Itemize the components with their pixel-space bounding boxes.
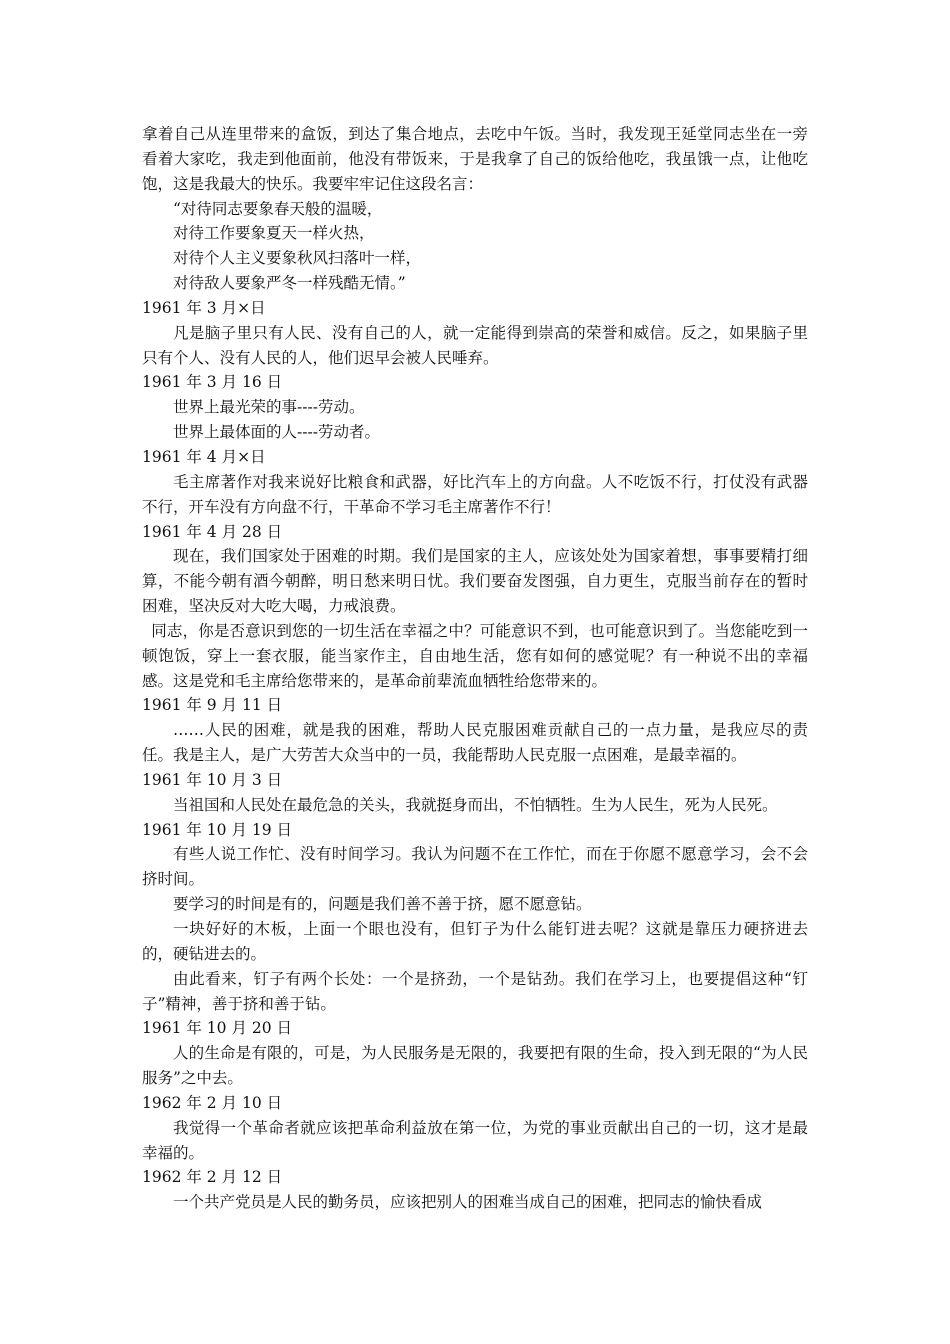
diary-date: 1962 年 2 月 12 日 — [142, 1168, 283, 1187]
diary-date: 1961 年 9 月 11 日 — [142, 696, 283, 715]
paragraph: 对待工作要象夏天一样火热， — [173, 224, 375, 243]
paragraph: 拿着自己从连里带来的盒饭，到达了集合地点，去吃中午饭。当时，我发现王延堂同志坐在一旁看着大家吃，我走到他面前，他没有带饭来，于是我拿了自己的饭给他吃，我虽饿一点，让他吃饱，这是我最大的快乐。我要牢牢记住这段名言： — [142, 125, 808, 193]
paragraph: 由此看来，钉子有两个长处：一个是挤劲，一个是钻劲。我们在学习上，也要提倡这种“钉子”精神，善于挤和善于钻。 — [142, 969, 808, 1013]
paragraph: 人的生命是有限的，可是，为人民服务是无限的，我要把有限的生命，投入到无限的“为人民服务”之中去。 — [142, 1044, 808, 1088]
paragraph: 凡是脑子里只有人民、没有自己的人，就一定能得到崇高的荣誉和威信。反之，如果脑子里只有个人、没有人民的人，他们迟早会被人民唾弃。 — [142, 323, 808, 367]
paragraph: 有些人说工作忙、没有时间学习。我认为问题不在工作忙，而在于你愿不愿意学习，会不会挤时间。 — [142, 845, 808, 889]
paragraph: 我觉得一个革命者就应该把革命利益放在第一位，为党的事业贡献出自己的一切，这才是最幸福的。 — [142, 1118, 808, 1162]
paragraph: 对待个人主义要象秋风扫落叶一样， — [173, 249, 422, 268]
diary-date: 1961 年 10 月 19 日 — [142, 820, 293, 839]
diary-date: 1961 年 4 月×日 — [142, 447, 266, 466]
paragraph: 要学习的时间是有的，问题是我们善不善于挤，愿不愿意钻。 — [173, 895, 592, 914]
paragraph: 当祖国和人民处在最危急的关头，我就挺身而出，不怕牺牲。生为人民生，死为人民死。 — [173, 795, 778, 814]
paragraph: 现在，我们国家处于困难的时期。我们是国家的主人，应该处处为国家着想，事事要精打细算，不能今朝有酒今朝醉，明日愁来明日忧。我们要奋发图强，自力更生，克服当前存在的暂时困难，坚决反对大吃大喝，力戒浪费。 — [142, 547, 808, 616]
diary-date: 1961 年 10 月 20 日 — [142, 1019, 293, 1038]
paragraph: 世界上最体面的人----劳动者。 — [173, 423, 380, 442]
paragraph: ……人民的困难，就是我的困难，帮助人民克服困难贡献自己的一点力量，是我应尽的责任。我是主人，是广大劳苦大众当中的一员，我能帮助人民克服一点困难，是最幸福的。 — [142, 721, 808, 765]
diary-date: 1961 年 10 月 3 日 — [142, 770, 283, 789]
paragraph: 世界上最光荣的事----劳动。 — [173, 398, 365, 417]
diary-date: 1961 年 4 月 28 日 — [142, 522, 283, 541]
diary-date: 1962 年 2 月 10 日 — [142, 1093, 283, 1112]
paragraph: “对待同志要象春天般的温暖， — [173, 199, 383, 218]
paragraph: 一个共产党员是人民的勤务员，应该把别人的困难当成自己的困难，把同志的愉快看成 — [173, 1193, 763, 1212]
paragraph: 对待敌人要象严冬一样残酷无情。” — [173, 274, 406, 293]
paragraph: 毛主席著作对我来说好比粮食和武器，好比汽车上的方向盘。人不吃饭不行，打仗没有武器不行，开车没有方向盘不行，干革命不学习毛主席著作不行！ — [142, 472, 808, 516]
paragraph: 一块好好的木板，上面一个眼也没有，但钉子为什么能钉进去呢？这就是靠压力硬挤进去的，硬钻进去的。 — [142, 920, 808, 963]
diary-date: 1961 年 3 月 16 日 — [142, 373, 283, 392]
document-page — [142, 122, 808, 1215]
diary-date: 1961 年 3 月×日 — [142, 298, 266, 317]
paragraph: 同志，你是否意识到您的一切生活在幸福之中？可能意识不到，也可能意识到了。当您能吃到一顿饱饭，穿上一套衣服，能当家作主，自由地生活，您有如何的感觉呢？有一种说不出的幸福感。这是党和毛主席给您带来的，是革命前辈流血牺牲给您带来的。 — [142, 621, 808, 690]
